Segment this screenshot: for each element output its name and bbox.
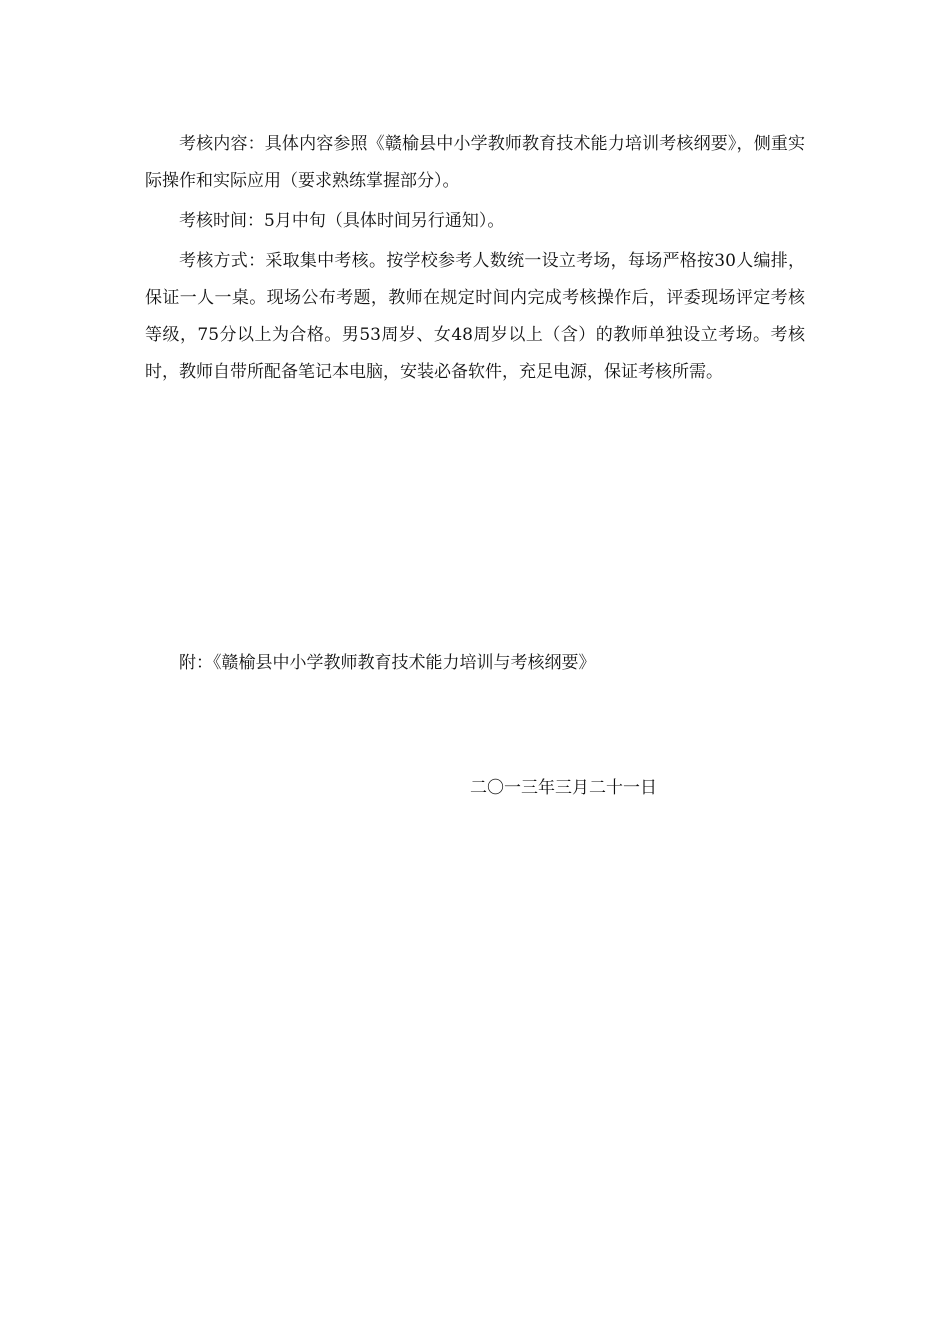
- paragraph-exam-content: 考核内容：具体内容参照《赣榆县中小学教师教育技术能力培训考核纲要》，侧重实际操作和实际应用（要求熟练掌握部分）。: [145, 134, 805, 191]
- document-date: 二〇一三年三月二十一日: [470, 778, 657, 798]
- paragraph-exam-method: 考核方式：采取集中考核。按学校参考人数统一设立考场，每场严格按30人编排，保证一人一桌。现场公布考题，教师在规定时间内完成考核操作后，评委现场评定考核等级，75分以上为合格。男53周岁、女48周岁以上（含）的教师单独设立考场。考核时，教师自带所配备笔记本电脑，安装必备软件，充足电源，保证考核所需。: [145, 251, 805, 382]
- attachment-note: 附：《赣榆县中小学教师教育技术能力培训与考核纲要》: [179, 653, 596, 673]
- document-body: [145, 126, 805, 391]
- paragraph-exam-time: 考核时间：5月中旬（具体时间另行通知）。: [179, 211, 505, 231]
